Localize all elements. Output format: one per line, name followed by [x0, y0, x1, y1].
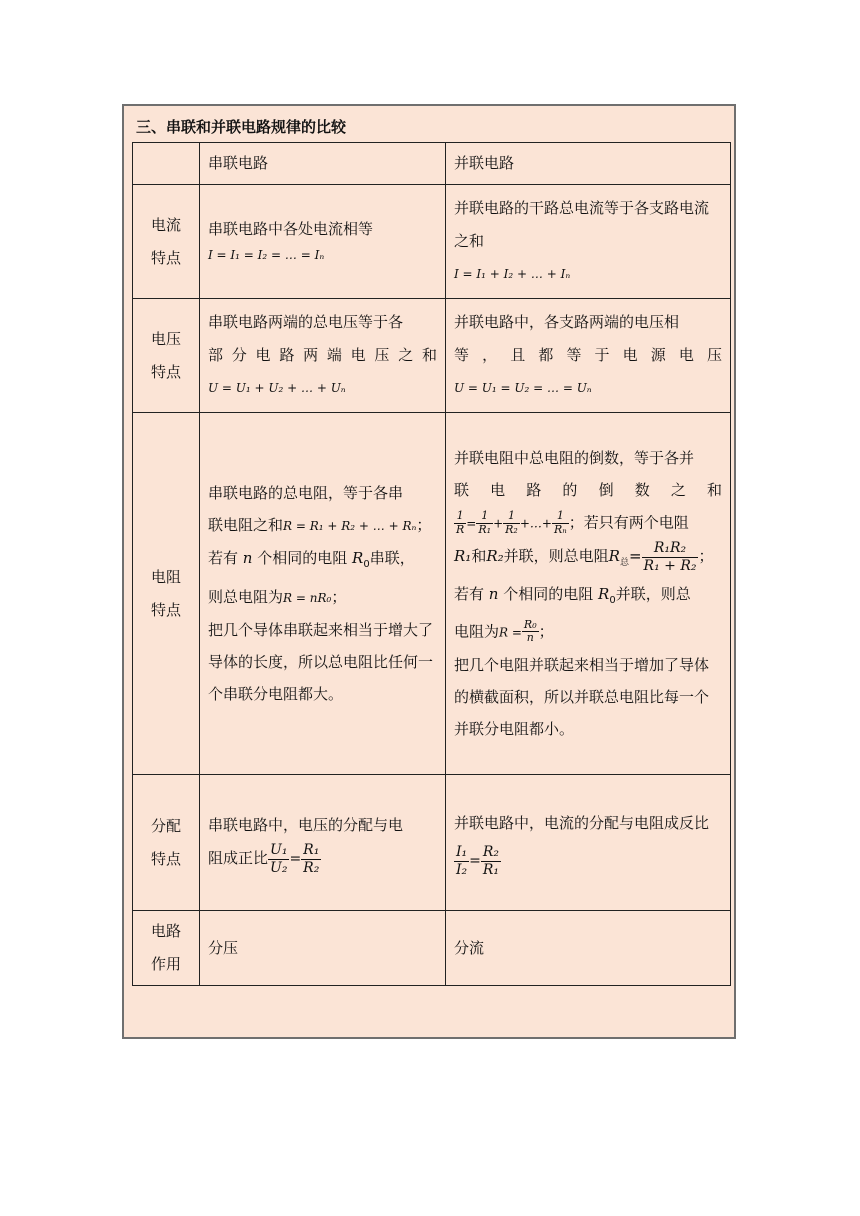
- table-row-distribution: [133, 775, 731, 911]
- resistance-parallel-line1: 并联电阻中总电阻的倒数，等于各并: [454, 449, 695, 468]
- voltage-parallel-cell: [446, 299, 731, 413]
- distribution-parallel-text: 并联电路中，电流的分配与电阻成反比: [454, 814, 710, 833]
- resistance-parallel-line3: $\frac{1}{R}$ = $\frac{1}{\text{R₁}}$ + $\frac{1}{\text{R₂}}$ +…+ $\frac{1}{\text{Rₙ}}$ ；若只有两个电阻: [456, 509, 689, 536]
- section-title: 三、串联和并联电路规律的比较: [136, 118, 347, 136]
- resistance-series-line2: 联电阻之和R = R₁ + R₂ + … + Rₙ；: [208, 516, 432, 534]
- voltage-series-text-2: 部分电路两端电压之和: [208, 346, 437, 364]
- voltage-parallel-formula: U = U₁ = U₂ = … = Uₙ: [454, 381, 592, 395]
- frac-1-over-R2: $\frac{1}{\text{R₂}}$: [505, 509, 518, 536]
- resistance-series-line1: 串联电路的总电阻，等于各串: [208, 484, 404, 502]
- row-label-function: 电路 作用: [133, 911, 200, 986]
- content-frame: [122, 104, 736, 1039]
- resistance-parallel-line4: R₁和R₂并联，则总电阻$R_总=$ $\frac{\text{R₁R₂}}{\text{R₁ + R₂}}$ ；: [454, 540, 714, 574]
- resistance-series-line3: 若有 n 个相同的电阻 $R_0$串联，: [208, 549, 415, 570]
- distribution-series-cell: [200, 775, 446, 911]
- resistance-series-line5: 把几个导体串联起来相当于增大了导体的长度，所以总电阻比任何一个串联分电阻都大。: [208, 621, 434, 703]
- frac-R2-R1: $\frac{\text{R₂}}{\text{R₁}}$: [482, 844, 500, 878]
- distribution-parallel-cell: [446, 775, 731, 911]
- table-row-current: [133, 185, 731, 299]
- frac-I1-I2: $\frac{\text{I₁}}{\text{I₂}}$: [456, 844, 468, 878]
- voltage-parallel-text-1: 并联电路中，各支路两端的电压相: [454, 313, 680, 331]
- row-label-voltage: 电压 特点: [133, 299, 200, 413]
- distribution-parallel-formula: $\frac{\text{I₁}}{\text{I₂}}$ = $\frac{\text{R₂}}{\text{R₁}}$: [456, 844, 500, 878]
- frac-1-over-R1: $\frac{1}{\text{R₁}}$: [478, 509, 492, 536]
- table-header-row: [133, 143, 731, 185]
- current-series-cell: [200, 185, 446, 299]
- resistance-parallel-line5: 若有 n 个相同的电阻 $R_0$并联，则总: [454, 584, 691, 606]
- function-parallel-cell: 分流: [446, 911, 731, 986]
- frac-R1-R2: $\frac{\text{R₁}}{\text{R₂}}$: [303, 842, 320, 876]
- current-series-formula: I = I₁ = I₂ = … = Iₙ: [208, 247, 325, 262]
- comparison-table: [132, 142, 731, 986]
- resistance-parallel-line2: 联电路的倒数之和: [454, 481, 722, 500]
- resistance-series-cell: [200, 413, 446, 775]
- voltage-series-cell: [200, 299, 446, 413]
- resistance-parallel-line6: 电阻为R = $\frac{\text{R₀}}{n}$ ；: [454, 617, 554, 645]
- voltage-parallel-text-2: 等，且都等于电源电压: [454, 346, 722, 364]
- frac-two-resistors: $\frac{\text{R₁R₂}}{\text{R₁ + R₂}}$: [643, 540, 697, 574]
- frac-1-over-R: $\frac{1}{R}$: [456, 509, 465, 536]
- distribution-series-line2: 阻成正比 $\frac{\text{U₁}}{\text{U₂}}$ = $\frac{\text{R₁}}{\text{R₂}}$: [208, 842, 320, 876]
- distribution-series-line1: 串联电路中，电压的分配与电: [208, 816, 404, 835]
- header-empty-cell: [133, 143, 200, 185]
- series-resistance-formula: R = R₁ + R₂ + … + Rₙ: [283, 519, 417, 533]
- header-parallel: 并联电路: [446, 143, 731, 185]
- resistance-series-line4: 则总电阻为R = nR₀；: [208, 588, 347, 606]
- resistance-parallel-line7: 把几个电阻并联起来相当于增加了导体的横截面积，所以并联总电阻比每一个并联分电阻都小。: [454, 655, 710, 738]
- row-label-distribution: 分配 特点: [133, 775, 200, 911]
- row-label-current: 电流 特点: [133, 185, 200, 299]
- frac-1-over-Rn: $\frac{1}{\text{Rₙ}}$: [553, 509, 567, 536]
- header-series: 串联电路: [200, 143, 446, 185]
- current-parallel-text: 并联电路的干路总电流等于各支路电流之和: [454, 199, 710, 250]
- current-series-text: 串联电路中各处电流相等: [208, 219, 374, 238]
- current-parallel-formula: I = I₁ + I₂ + … + Iₙ: [454, 267, 571, 281]
- frac-R0-over-n: $\frac{\text{R₀}}{n}$: [523, 617, 537, 645]
- table-row-function: [133, 911, 731, 986]
- voltage-series-formula: U = U₁ + U₂ + … + Uₙ: [208, 381, 346, 395]
- resistance-parallel-cell: [446, 413, 731, 775]
- table-row-resistance: [133, 413, 731, 775]
- current-parallel-cell: [446, 185, 731, 299]
- frac-U1-U2: $\frac{\text{U₁}}{\text{U₂}}$: [270, 842, 288, 876]
- function-series-cell: 分压: [200, 911, 446, 986]
- voltage-series-text-1: 串联电路两端的总电压等于各: [208, 313, 404, 331]
- table-row-voltage: [133, 299, 731, 413]
- row-label-resistance: 电阻 特点: [133, 413, 200, 775]
- series-n-resistance-formula: R = nR₀: [283, 591, 332, 605]
